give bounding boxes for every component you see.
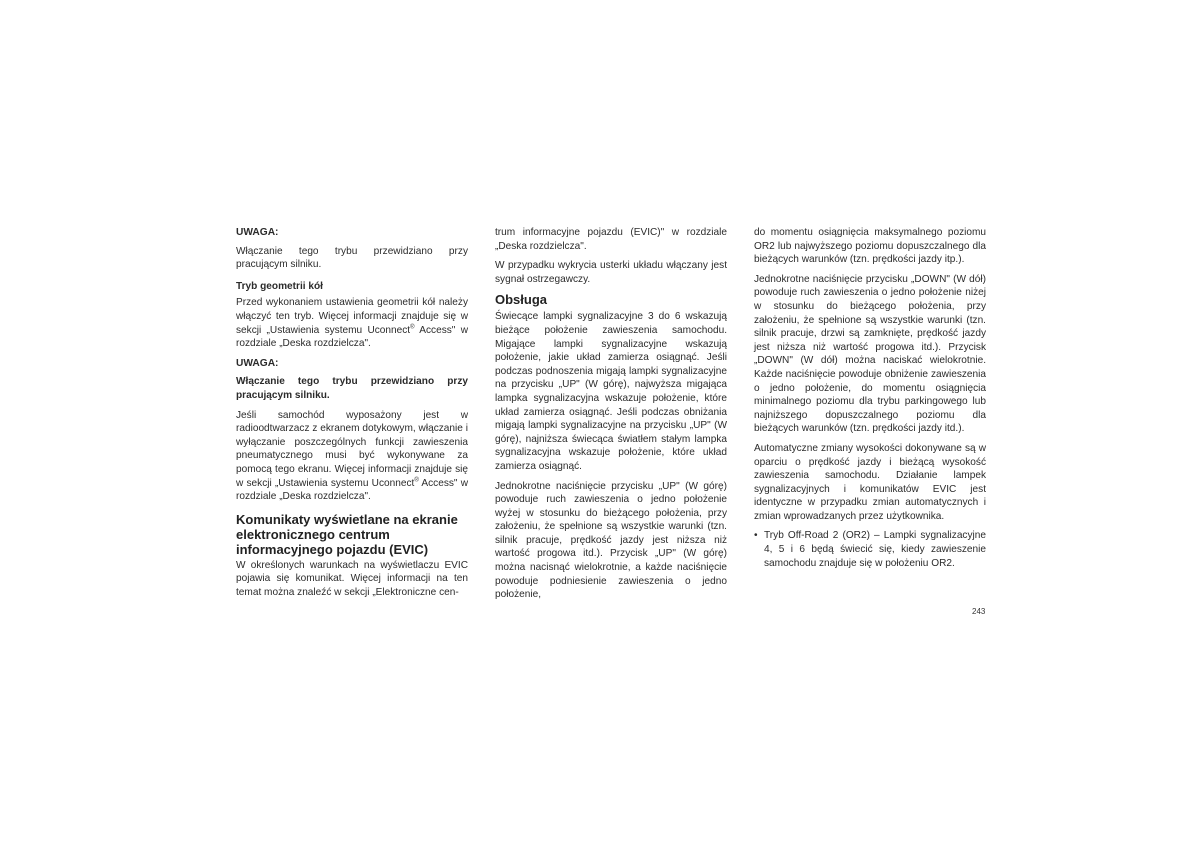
note-text: Włączanie tego trybu przewidziano przy pracującym silniku.	[236, 245, 468, 271]
evic-messages-text: W określonych warunkach na wyświetlaczu EVIC pojawia się komunikat. Więcej informacji na ten temat można znaleźć w sekcji „Elektroniczne cen-	[236, 559, 468, 598]
page-number: 243	[972, 607, 986, 616]
automatic-changes-text: Automatyczne zmiany wysokości dokonywane są w oparciu o prędkość jazdy i bieżącą wysokość zawieszenia samochodu. Działanie lampek sygnalizacyjnych i komunikatów EVIC jest identyczne w przypadku zmian automatycznych i zmian wprowadzanych przez użytkownika.	[754, 442, 986, 522]
note-bold-text: Włączanie tego trybu przewidziano przy pracującym silniku.	[236, 376, 468, 401]
column-middle	[495, 226, 727, 608]
fault-text: W przypadku wykrycia usterki układu włączany jest sygnał ostrzegawczy.	[495, 260, 727, 285]
bullet-item	[754, 529, 986, 570]
up-button-text: Jednokrotne naciśnięcie przycisku „UP" (W górę) powoduje ruch zawieszenia o jedno położenie wyżej w stosunku do bieżącego położenia, przy założeniu, że spełnione są wszystkie warunki (tzn. silnik pracuje, prędkość jazdy jest niższa niż wartość progowa itd.). Przycisk „UP" (W górę) można nacisnąć wielokrotnie, a każde naciśnięcie powoduje podniesienie zawieszenia o jedno położenie,	[495, 480, 727, 601]
down-button-text: Jednokrotne naciśnięcie przycisku „DOWN" (W dół) powoduje ruch zawieszenia o jedno położenie niżej w stosunku do bieżącego położenia, przy założeniu, że spełnione są wszystkie warunki (tzn. silnik pracuje, drzwi są zamknięte, prędkość jazdy jest niższa niż wartość progowa itd.). Przycisk „DOWN" (W dół) można naciskać wielokrotnie. Każde naciśnięcie powoduje obniżenie zawieszenia o jedno położenie, do momentu osiągnięcia minimalnego poziomu dla trybu parkingowego lub najniższego dopuszczalnego poziomu dla bieżących warunków (tzn. prędkości jazdy itd.).	[754, 273, 986, 435]
evic-messages-heading: Komunikaty wyświetlane na ekranie elektronicznego centrum informacyjnego pojazdu (EVIC)	[236, 511, 458, 557]
touchscreen-text: Jeśli samochód wyposażony jest w radioodtwarzacz z ekranem dotykowym, włączanie i wyłączanie poszczególnych funkcji zawieszenia pneumatycznego musi być wykonywane za pomocą tego ekranu. Więcej informacji znajduje się w sekcji „Ustawienia systemu Uconnect® Access" w rozdziale „Deska rozdzielcza".	[236, 409, 468, 503]
column-left	[236, 226, 468, 605]
wheel-alignment-text: Przed wykonaniem ustawienia geometrii kół należy włączyć ten tryb. Więcej informacji znajduje się w sekcji „Ustawienia systemu Uconnect® Access" w rozdziale „Deska rozdzielcza".	[236, 297, 468, 350]
bullet-icon: •	[754, 530, 758, 542]
continued-text: trum informacyjne pojazdu (EVIC)" w rozdziale „Deska rozdzielcza".	[495, 227, 727, 252]
operation-heading: Obsługa	[495, 292, 548, 308]
wheel-alignment-heading: Tryb geometrii kół	[236, 280, 323, 292]
bullet-text: Tryb Off-Road 2 (OR2) – Lampki sygnalizacyjne 4, 5 i 6 będą świecić się, kiedy zawieszenie samochodu znajduje się w położeniu OR2.	[764, 530, 986, 569]
note-label: UWAGA:	[236, 227, 279, 238]
indicator-lamps-text: Świecące lampki sygnalizacyjne 3 do 6 wskazują bieżące położenie zawieszenia samochodu. Migające lampki sygnalizacyjne wskazują położenie, jakie układ zamierza osiągnąć. Jeśli podczas podnoszenia migają lampki sygnalizacyjne na przycisku „UP" (W górę), najwyższa migająca lampka sygnalizacyjna wskazuje położenie, które układ zamierza osiągnąć. Jeśli podczas obniżania migają lampki sygnalizacyjne na przycisku „UP" (W górę), najniższa świecąca światłem stałym lampka sygnalizacyjna wskazuje położenie, które układ zamierza osiągnąć.	[495, 311, 727, 472]
continued-text-right: do momentu osiągnięcia maksymalnego poziomu OR2 lub najwyższego poziomu dopuszczalnego dla bieżących warunków (tzn. prędkości jazdy itp.).	[754, 227, 986, 266]
note-label-2: UWAGA:	[236, 357, 279, 369]
column-right	[754, 226, 986, 570]
